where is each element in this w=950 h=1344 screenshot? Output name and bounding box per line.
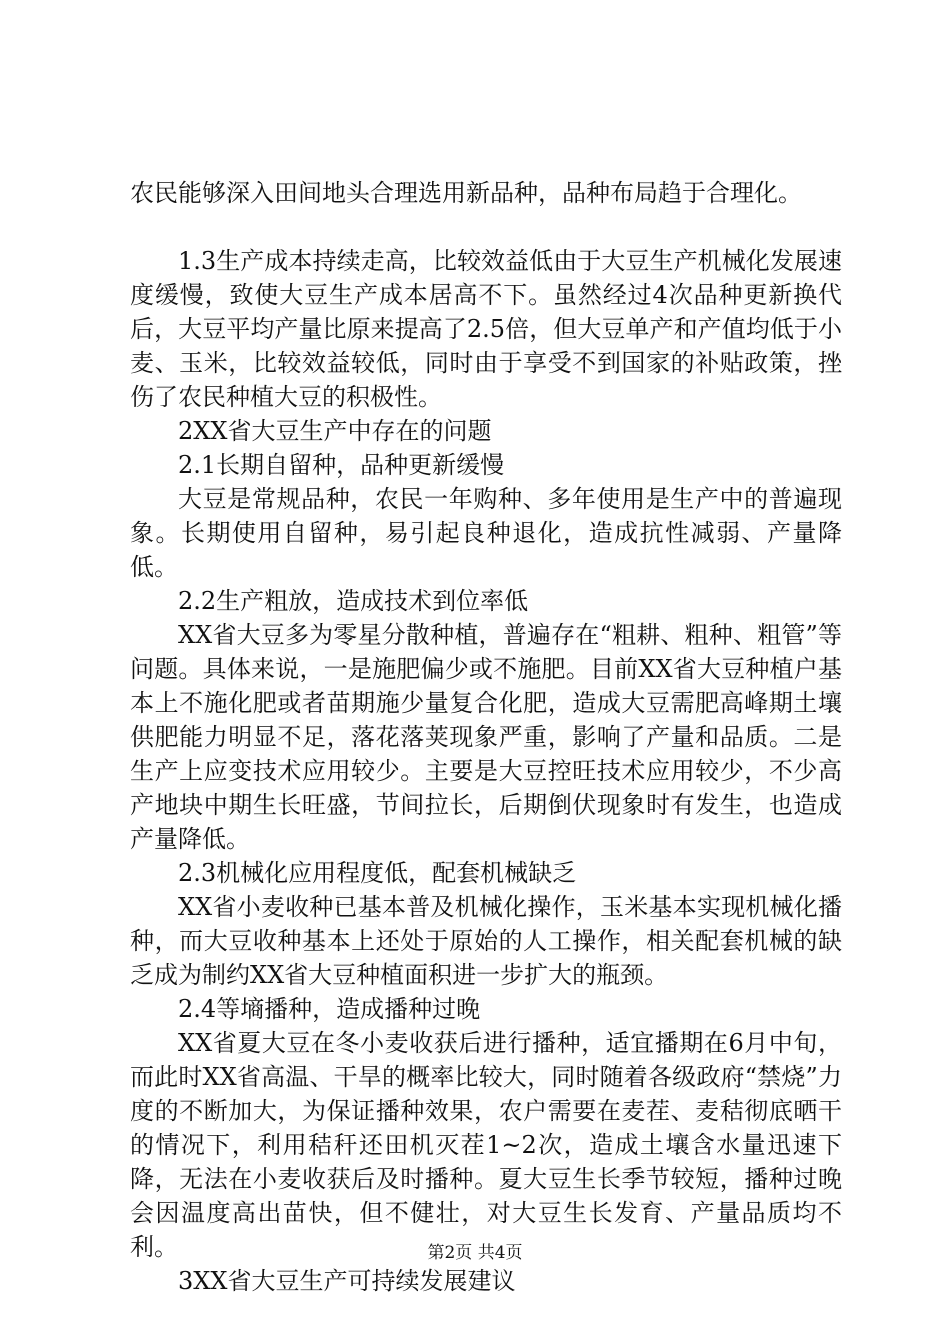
document-body — [130, 176, 842, 1298]
heading-2: 2XX省大豆生产中存在的问题 — [178, 417, 492, 445]
heading-2-1: 2.1长期自留种，品种更新缓慢 — [178, 451, 505, 479]
paragraph-2-1: 大豆是常规品种，农民一年购种、多年使用是生产中的普遍现象。长期使用自留种，易引起良种退化，造成抗性减弱、产量降低。 — [130, 485, 842, 581]
heading-2-3: 2.3机械化应用程度低，配套机械缺乏 — [178, 859, 577, 887]
paragraph-2-4: XX省夏大豆在冬小麦收获后进行播种，适宜播期在6月中旬，而此时XX省高温、干旱的概率比较大，同时随着各级政府“禁烧”力度的不断加大，为保证播种效果，农户需要在麦茬、麦秸彻底晒干的情况下，利用秸秆还田机灭茬1~2次，造成土壤含水量迅速下降，无法在小麦收获后及时播种。夏大豆生长季节较短，播种过晚会因温度高出苗快，但不健壮，对大豆生长发育、产量品质均不利。 — [130, 1029, 842, 1261]
heading-3: 3XX省大豆生产可持续发展建议 — [178, 1267, 516, 1295]
paragraph-gap — [130, 210, 842, 244]
heading-2-4: 2.4等墒播种，造成播种过晚 — [178, 995, 481, 1023]
page-footer: 第2页 共4页 — [427, 1243, 523, 1263]
heading-2-2: 2.2生产粗放，造成技术到位率低 — [178, 587, 529, 615]
continuation-paragraph: 农民能够深入田间地头合理选用新品种，品种布局趋于合理化。 — [130, 179, 802, 207]
paragraph-2-2: XX省大豆多为零星分散种植，普遍存在“粗耕、粗种、粗管”等问题。具体来说，一是施肥偏少或不施肥。目前XX省大豆种植户基本上不施化肥或者苗期施少量复合化肥，造成大豆需肥高峰期土壤供肥能力明显不足，落花落荚现象严重，影响了产量和品质。二是生产上应变技术应用较少。主要是大豆控旺技术应用较少，不少高产地块中期生长旺盛，节间拉长，后期倒伏现象时有发生，也造成产量降低。 — [130, 621, 842, 853]
paragraph-2-3: XX省小麦收种已基本普及机械化操作，玉米基本实现机械化播种，而大豆收种基本上还处于原始的人工操作，相关配套机械的缺乏成为制约XX省大豆种植面积进一步扩大的瓶颈。 — [130, 893, 842, 989]
section-1-3-paragraph: 1.3生产成本持续走高，比较效益低由于大豆生产机械化发展速度缓慢，致使大豆生产成本居高不下。虽然经过4次品种更新换代后，大豆平均产量比原来提高了2.5倍，但大豆单产和产值均低于小麦、玉米，比较效益较低，同时由于享受不到国家的补贴政策，挫伤了农民种植大豆的积极性。 — [130, 247, 842, 411]
